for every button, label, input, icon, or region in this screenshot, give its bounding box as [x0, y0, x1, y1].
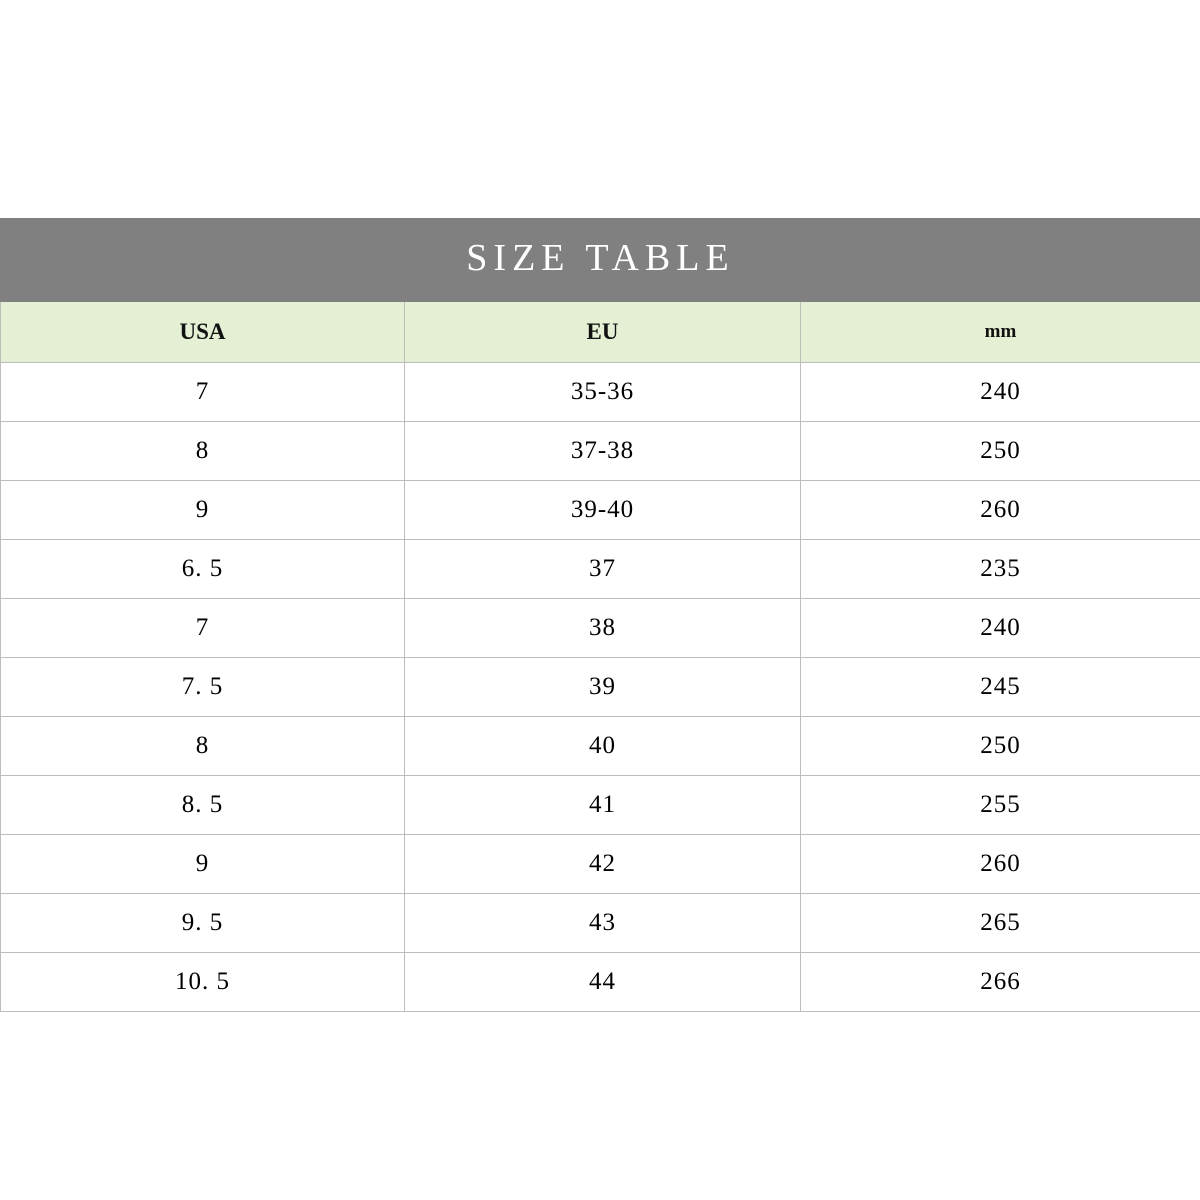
cell-usa: 7	[1, 363, 405, 422]
table-row	[1, 658, 1200, 717]
cell-eu: 41	[405, 776, 801, 835]
cell-mm: 260	[801, 481, 1200, 540]
cell-usa: 7	[1, 599, 405, 658]
cell-mm: 266	[801, 953, 1200, 1012]
cell-usa: 9. 5	[1, 894, 405, 953]
cell-usa: 7. 5	[1, 658, 405, 717]
column-header-eu: EU	[405, 302, 801, 363]
size-table-container	[0, 218, 1200, 1012]
cell-mm: 240	[801, 599, 1200, 658]
cell-eu: 43	[405, 894, 801, 953]
cell-mm: 260	[801, 835, 1200, 894]
table-row	[1, 776, 1200, 835]
cell-usa: 10. 5	[1, 953, 405, 1012]
cell-usa: 9	[1, 481, 405, 540]
cell-eu: 38	[405, 599, 801, 658]
table-row	[1, 422, 1200, 481]
table-row	[1, 599, 1200, 658]
table-row	[1, 717, 1200, 776]
table-row	[1, 481, 1200, 540]
table-header-row	[1, 302, 1200, 363]
cell-mm: 250	[801, 717, 1200, 776]
table-row	[1, 363, 1200, 422]
cell-mm: 255	[801, 776, 1200, 835]
cell-mm: 250	[801, 422, 1200, 481]
cell-usa: 8	[1, 422, 405, 481]
cell-mm: 245	[801, 658, 1200, 717]
cell-eu: 40	[405, 717, 801, 776]
cell-mm: 265	[801, 894, 1200, 953]
table-body	[1, 363, 1200, 1012]
column-header-usa: USA	[1, 302, 405, 363]
top-whitespace	[0, 0, 1200, 218]
table-row	[1, 835, 1200, 894]
cell-mm: 240	[801, 363, 1200, 422]
cell-usa: 9	[1, 835, 405, 894]
table-row	[1, 894, 1200, 953]
cell-usa: 6. 5	[1, 540, 405, 599]
cell-eu: 39	[405, 658, 801, 717]
cell-eu: 39-40	[405, 481, 801, 540]
cell-usa: 8. 5	[1, 776, 405, 835]
table-title: SIZE TABLE	[1, 219, 1200, 302]
table-title-row	[1, 219, 1200, 302]
cell-mm: 235	[801, 540, 1200, 599]
table-row	[1, 540, 1200, 599]
cell-usa: 8	[1, 717, 405, 776]
cell-eu: 44	[405, 953, 801, 1012]
table-row	[1, 953, 1200, 1012]
cell-eu: 35-36	[405, 363, 801, 422]
cell-eu: 37-38	[405, 422, 801, 481]
column-header-mm: mm	[801, 302, 1200, 363]
cell-eu: 37	[405, 540, 801, 599]
cell-eu: 42	[405, 835, 801, 894]
size-table	[0, 218, 1200, 1012]
